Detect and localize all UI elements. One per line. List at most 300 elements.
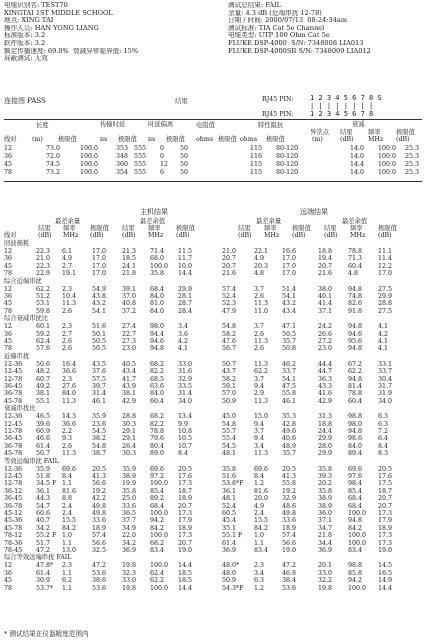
result-cell: 43.7 (222, 368, 237, 376)
result-cell: 81.6 (254, 487, 269, 495)
result-cell: 94.8 (150, 345, 165, 353)
result-cell: 40.6 (282, 435, 297, 443)
result-cell: 84.0 (150, 307, 165, 315)
result-cell: 17.6 (378, 473, 393, 480)
length-cell: 0 (160, 145, 165, 152)
result-cell: 54.8 (222, 323, 237, 331)
result-cell: 30.4 (378, 375, 393, 383)
length-cell: 25.3 (405, 169, 420, 176)
result-cell: 84.2 (348, 524, 363, 532)
result-cell: 38.6 (92, 577, 107, 585)
result-cell: 17.3 (178, 532, 193, 540)
result-cell: 82.2 (150, 368, 165, 376)
result-cell: 2.3 (62, 562, 73, 570)
result-cell: 81.4 (348, 383, 363, 390)
result-cell: 26.6 (318, 330, 333, 338)
result-cell: 28.8 (122, 413, 137, 421)
length-cell: 555 (134, 145, 147, 152)
result-cell: 60.9 (36, 428, 51, 435)
length-cell: 72.0 (46, 153, 61, 160)
result-cell: 53.6 (92, 569, 107, 577)
result-cell: 68.2 (150, 413, 165, 421)
result-cell: 17.0 (92, 255, 107, 263)
result-cell: 12 (4, 323, 13, 331)
length-cell: 100.0 (378, 161, 397, 168)
result-cell: 2.4 (62, 510, 73, 517)
col-skew-unit: ns (148, 136, 156, 143)
result-cell: 61.4 (222, 539, 237, 547)
result-cell: 85.4 (150, 487, 165, 495)
result-cell: 43.5 (92, 360, 107, 368)
result-cell: 17.0 (282, 270, 297, 278)
result-cell: 38.9 (122, 473, 137, 480)
result-cell: 50.5 (92, 345, 107, 353)
result-cell: 34.4 (318, 539, 333, 547)
result-cell: 33.7 (282, 368, 297, 376)
result-cell: 45-78 (4, 397, 23, 405)
result-cell: 17.3 (378, 539, 393, 547)
result-cell: 94.8 (348, 428, 363, 435)
result-cell: 4.8 (348, 270, 359, 278)
col-imp-unit: ohms (240, 136, 258, 143)
result-cell: 20.7 (222, 262, 237, 270)
result-cell: 78.8 (348, 390, 363, 398)
result-cell: 4.1 (378, 345, 389, 353)
report-header-left (4, 2, 229, 63)
result-cell: 68.2 (150, 539, 165, 547)
shield-test: 屏蔽测试: 无效 (4, 55, 48, 63)
result-cell: 59.8 (36, 307, 51, 315)
col-atten-unit: (dB) (340, 136, 354, 143)
result-cell: 35.1 (222, 524, 237, 532)
result-cell: 30.3 (122, 420, 137, 428)
result-cell: 46.2 (282, 360, 297, 368)
result-cell: 3.7 (254, 285, 265, 293)
length-cell: 6 (160, 169, 165, 176)
length-cell: 100.0 (80, 161, 99, 168)
result-cell: 17.9 (378, 517, 393, 525)
result-cell: 40.5 (122, 360, 137, 368)
result-cell: 8.4 (254, 473, 265, 480)
result-cell: 2.6 (254, 293, 265, 300)
result-cell: 14.3 (62, 413, 77, 421)
length-cell: 354 (116, 169, 129, 176)
result-cell: 44.3 (36, 495, 51, 503)
col-skew-limit: 极限值 (166, 136, 185, 143)
result-cell: 39.3 (318, 473, 333, 480)
length-cell: 80-120 (276, 145, 299, 152)
result-cell: 36 (4, 330, 13, 338)
result-cell: 95.6 (348, 338, 363, 345)
column-header: 结果 (122, 225, 135, 232)
result-cell: 27.5 (378, 285, 393, 293)
result-cell: 18.9 (92, 524, 107, 532)
result-cell: 100.0 (150, 562, 169, 570)
rj45-top-pins: 1 2 3 4 5 6 7 8 S (310, 94, 382, 102)
column-unit: (dB) (176, 232, 190, 239)
column-unit: (dB) (122, 232, 136, 239)
result-cell: 43.4 (122, 368, 137, 376)
result-cell: 25.0 (122, 495, 137, 503)
result-cell: 94.8 (348, 517, 363, 525)
result-cell: 94.8 (348, 345, 363, 353)
result-cell: 24.2 (318, 323, 333, 331)
col-freq: 频率 (368, 129, 381, 136)
result-cell: 36-78 (4, 390, 23, 398)
result-cell: 62.4 (150, 569, 165, 577)
result-cell: 56.6 (92, 480, 107, 488)
col-atten-result: 结果 (340, 129, 353, 136)
result-cell: 52.4 (222, 502, 237, 510)
result-cell: 33.5 (178, 383, 193, 390)
result-cell: 11.3 (62, 300, 77, 308)
result-cell: 48.1 (222, 495, 237, 503)
result-cell: 33.1 (378, 360, 393, 368)
result-cell: 62.2 (348, 368, 363, 376)
result-cell: 2.7 (62, 262, 73, 270)
result-cell: 28.4 (178, 307, 193, 315)
result-cell: 54.7 (36, 502, 51, 510)
result-cell: 84.2 (150, 524, 165, 532)
result-cell: 2.3 (62, 285, 73, 293)
result-cell: 54.9 (92, 285, 107, 293)
result-cell: 20.2 (318, 480, 333, 488)
result-cell: 67.2 (348, 360, 363, 368)
result-cell: 36-78 (4, 442, 23, 450)
result-cell: 100.0 (348, 584, 367, 592)
result-cell: 53.1 (36, 300, 51, 308)
result-cell: 35.8 (150, 270, 165, 278)
result-cell: 69.6 (348, 465, 363, 473)
result-cell: 20.5 (378, 465, 393, 473)
result-cell: 94.8 (348, 285, 363, 293)
result-cell: 50.7 (36, 450, 51, 458)
result-cell: 24.4 (318, 428, 333, 435)
result-cell: 1.1 (62, 539, 73, 547)
col-anom-unit: (m) (312, 136, 323, 143)
result-cell: 23.6 (92, 420, 107, 428)
result-cell: 97.2 (150, 473, 165, 480)
result-cell: 12-36 (4, 465, 23, 473)
column-group-header: 最差余量 (55, 218, 81, 225)
result-cell: 17.0 (282, 255, 297, 263)
column-unit: (dB) (324, 232, 338, 239)
result-cell: 36.6 (62, 420, 77, 428)
section-title: 综合近端串扰 (4, 277, 42, 285)
result-cell: 57.4 (222, 285, 237, 293)
result-cell: 17.0 (92, 270, 107, 278)
result-cell: 20.7 (222, 255, 237, 263)
col-freq-unit: MHz (368, 136, 384, 143)
result-cell: 19.8 (122, 562, 137, 570)
result-cell: 29.1 (122, 435, 137, 443)
result-cell: 7.2 (378, 428, 389, 435)
column-header: 极限值 (378, 225, 397, 232)
result-cell: 35.9 (92, 413, 107, 421)
result-cell: 4.1 (178, 345, 189, 353)
length-cell: 80-120 (276, 169, 299, 176)
result-cell: 43.3 (318, 383, 333, 390)
result-cell: 18.8 (318, 248, 333, 255)
result-cell: 3.7 (254, 375, 265, 383)
result-cell: 79.6 (150, 435, 165, 443)
result-cell: 45-78 (4, 524, 23, 532)
result-cell: 48.6 (282, 502, 297, 510)
result-cell: 21.6 (318, 270, 333, 278)
length-cell: 73.0 (46, 145, 61, 152)
result-cell: 45 (4, 338, 13, 345)
result-cell: 100.0 (348, 532, 367, 540)
result-cell: 38.7 (92, 450, 107, 458)
result-cell: 68.0 (150, 255, 165, 263)
result-cell: 18.5 (122, 255, 137, 263)
rj45-top-label: RJ45 PIN: (262, 96, 294, 103)
length-cell: 80-120 (276, 161, 299, 168)
col-anomaly: 异常点 (310, 129, 329, 136)
length-cell: 12 (160, 161, 169, 168)
col-impedance: 特性阻抗 (258, 122, 284, 129)
result-cell: 38.4 (282, 577, 297, 585)
col-imp-limit: 极限值 (266, 136, 285, 143)
result-cell: 11.3 (254, 450, 269, 458)
result-cell: 47.8* (36, 562, 54, 570)
result-cell: 91.8 (348, 307, 363, 315)
result-cell: 36 (4, 293, 13, 300)
result-cell: 20.0 (254, 495, 269, 503)
result-cell: 13.0 (62, 547, 77, 554)
result-cell: 2.2 (62, 428, 73, 435)
result-cell: 6.2 (62, 577, 73, 585)
result-cell: 54.1 (92, 307, 107, 315)
result-cell: 12-45 (4, 420, 23, 428)
col-length-limit: 极限值 (58, 136, 77, 143)
result-cell: 89.2 (150, 495, 165, 503)
result-cell: 4.1 (378, 323, 389, 331)
result-cell: 55.8 (282, 480, 297, 488)
result-cell: 11.0 (254, 307, 269, 315)
result-cell: 31.4 (178, 390, 193, 398)
result-cell: 58.2 (222, 375, 237, 383)
result-cell: 10.0 (178, 262, 193, 270)
result-cell: 1.2 (254, 584, 265, 592)
result-cell: 38.1 (36, 390, 51, 398)
result-cell: 4.2 (378, 330, 389, 338)
result-cell: 4.1 (378, 338, 389, 345)
result-cell: 48.1 (222, 450, 237, 458)
length-cell: 555 (134, 169, 147, 176)
result-cell: 29.9 (318, 450, 333, 458)
result-cell: 32.3 (122, 569, 137, 577)
rj45-wires: | | | | | | | | (310, 102, 374, 110)
result-cell: 12-45 (4, 473, 23, 480)
result-cell: 28.0 (318, 442, 333, 450)
result-cell: 40.1 (318, 293, 333, 300)
length-cell: 115 (250, 161, 263, 168)
result-cell: 37.1 (318, 307, 333, 315)
length-cell: 80-120 (276, 153, 299, 160)
result-cell: 12-78 (4, 428, 23, 435)
result-cell: 100.0 (348, 539, 367, 547)
result-cell: 54.5 (222, 442, 237, 450)
result-cell: 12 (4, 248, 13, 255)
result-cell: 11.7 (178, 255, 193, 263)
result-cell: 18.9 (378, 524, 393, 532)
length-cell: 73.2 (46, 169, 61, 176)
result-cell: 49.8 (282, 510, 297, 517)
result-cell: 37.6 (92, 368, 107, 376)
result-cell: 10.7 (178, 442, 193, 450)
result-cell: 60.6 (36, 510, 51, 517)
result-cell: 8.4 (178, 450, 189, 458)
result-cell: 19.0 (178, 547, 193, 554)
result-cell: 36.5 (122, 510, 137, 517)
result-cell: 4.9 (254, 255, 265, 263)
result-cell: 51.7 (36, 539, 51, 547)
result-cell: 19.2 (282, 487, 297, 495)
result-cell: 21.8 (122, 270, 137, 278)
result-cell: 20.7 (378, 495, 393, 503)
result-cell: 36.1 (36, 487, 51, 495)
result-cell: 6.4 (378, 435, 389, 443)
col-delay-limit: 极限值 (118, 136, 137, 143)
result-cell: 2.3 (62, 323, 73, 331)
result-cell: 27.2 (318, 338, 333, 345)
result-cell: 48.2 (36, 368, 51, 376)
result-cell: 20.7 (378, 502, 393, 510)
result-cell: 50.7 (222, 360, 237, 368)
result-cell: 32.9 (178, 375, 193, 383)
result-cell: 2.6 (254, 330, 265, 338)
col-delay: 传输时延 (100, 121, 126, 128)
result-cell: 1.1 (254, 539, 265, 547)
result-cell: 11.3 (62, 397, 77, 405)
column-header: 频率 (148, 225, 161, 232)
column-unit: (dB) (378, 232, 392, 239)
result-cell: 42.9 (318, 397, 333, 405)
result-cell: 94.8 (348, 375, 363, 383)
result-cell: 78 (4, 270, 13, 278)
result-cell: 35.8 (222, 465, 237, 473)
section-title: 衰减串扰比 (4, 405, 36, 413)
result-cell: 4.9 (62, 255, 73, 263)
length-cell: 348 (116, 153, 129, 160)
column-header: 频率 (63, 225, 76, 232)
result-cell: 17.9 (178, 517, 193, 525)
section-title: 回波损耗 (4, 240, 30, 247)
result-cell: 53.7* (36, 584, 54, 592)
result-cell: 19.0 (282, 547, 297, 554)
result-cell: 48.0 (222, 569, 237, 577)
rj45-bottom-pins: 1 2 3 4 5 6 7 8 (310, 110, 374, 118)
column-unit: MHz (264, 232, 280, 239)
result-cell: 14.4 (178, 562, 193, 570)
result-cell: 81.6 (62, 487, 77, 495)
length-cell: 45 (4, 161, 13, 168)
length-cell: 50 (180, 153, 189, 160)
result-cell: 89.4 (348, 450, 363, 458)
result-cell: 1.2 (254, 480, 265, 488)
result-cell: 17.0 (92, 248, 107, 255)
result-cell: 52.4 (222, 293, 237, 300)
result-cell: 98.6 (348, 435, 363, 443)
result-cell: 2.3 (62, 375, 73, 383)
column-group-header: 最差余值 (342, 218, 368, 225)
result-cell: 29.9 (378, 293, 393, 300)
result-cell: 41.3 (282, 473, 297, 480)
result-cell: 33.0 (122, 577, 137, 585)
result-cell: 3.4 (254, 569, 265, 577)
result-cell: 57.5 (92, 375, 107, 383)
result-cell: 40.7 (36, 517, 51, 525)
result-cell: 59.2 (36, 330, 51, 338)
result-cell: 4.2 (178, 338, 189, 345)
result-cell: 6.3 (254, 577, 265, 585)
result-cell: 18.5 (178, 569, 193, 577)
result-cell: 20.5 (282, 465, 297, 473)
column-header: 极限值 (176, 225, 195, 232)
overall-result: 测试总结果: FAIL (228, 2, 282, 9)
result-cell: 54.1 (282, 375, 297, 383)
software-version: 软件版本: 3.2 (4, 39, 46, 47)
result-cell: 14.4 (178, 270, 193, 278)
result-cell: 2.3 (254, 562, 265, 570)
remote-unit-serial: FLUKE DSP-4000SR S/N: 7348009 LIA012 (228, 47, 371, 55)
result-cell: 43.2 (92, 300, 107, 308)
result-cell: 21.0 (222, 248, 237, 255)
result-cell: 35.9 (36, 465, 51, 473)
result-cell: 51.4 (282, 285, 297, 293)
result-cell: 1.0 (62, 532, 73, 540)
result-cell: 62.2 (254, 368, 269, 376)
result-cell: 11.1 (378, 248, 393, 255)
result-cell: 18.8 (318, 420, 333, 428)
result-cell: 20.1 (318, 562, 333, 570)
result-cell: 22.7 (122, 330, 137, 338)
result-cell: 19.8 (122, 584, 137, 592)
result-cell: 43.9 (122, 383, 137, 390)
result-cell: 38.2 (92, 435, 107, 443)
result-cell: 53.6 (282, 584, 297, 592)
result-cell: 9.4 (254, 383, 265, 390)
result-cell: 9.4 (254, 420, 265, 428)
length-cell: 555 (134, 161, 147, 168)
result-cell: 12-36 (4, 413, 23, 421)
result-cell: 41.4 (318, 300, 333, 308)
result-cell: 32.9 (282, 495, 297, 503)
length-cell: 100.0 (80, 153, 99, 160)
length-cell: 25.3 (405, 161, 420, 168)
report-header-right (228, 2, 423, 55)
result-cell: 100.0 (150, 584, 169, 592)
result-cell: 3.7 (254, 323, 265, 331)
result-cell: 22.9 (36, 270, 51, 278)
result-cell: 10.4 (62, 293, 77, 300)
result-cell: 18.9 (282, 524, 297, 532)
result-cell: 74.8 (348, 293, 363, 300)
result-cell: 50.8 (282, 345, 297, 353)
result-cell: 100.0 (150, 480, 169, 488)
result-cell: 8.3 (378, 450, 389, 458)
result-cell: 57.4 (282, 532, 297, 540)
result-cell: 41.7 (122, 375, 137, 383)
result-cell: 39.6 (36, 420, 51, 428)
result-cell: 14.9 (378, 577, 393, 585)
result-cell: 27.6 (62, 383, 77, 390)
result-cell: 48.0* (222, 562, 240, 570)
operator: 操作人员: HAN YONG LIANG (4, 24, 99, 32)
result-cell: 78-36 (4, 539, 23, 547)
result-cell: 17.3 (178, 480, 193, 488)
